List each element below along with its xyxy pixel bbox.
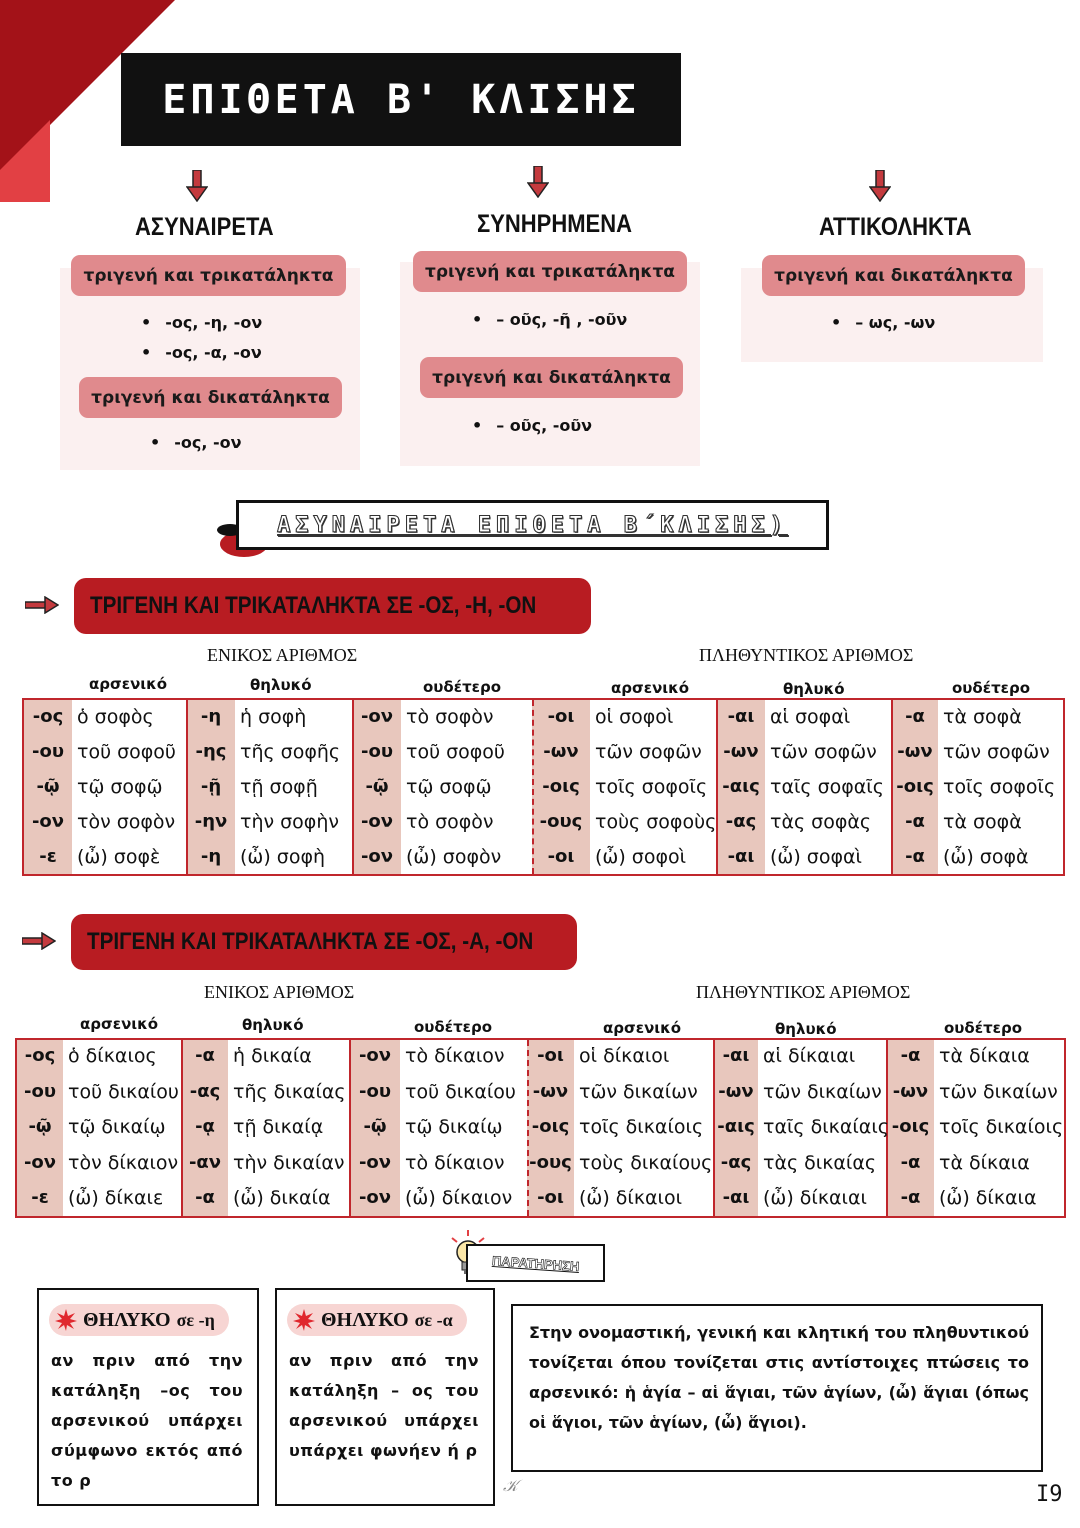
note-title-pill	[49, 1304, 229, 1336]
table-banner	[71, 914, 577, 970]
ending-cell: -α	[900, 1151, 921, 1173]
gender-label: αρσενικό	[80, 1015, 159, 1033]
ending-cell: -ων	[718, 1080, 754, 1102]
group-label: τριγενή και δικατάληκτα	[420, 357, 683, 398]
form-cell: τὰς σοφὰς	[770, 811, 872, 833]
ending-cell: -αι	[727, 846, 755, 867]
form-cell: τῇ σοφῇ	[240, 776, 318, 798]
form-cell: τῶν δικαίων	[763, 1080, 882, 1103]
ending-cell: -οι	[547, 706, 575, 727]
ending-cell: -α	[905, 706, 925, 727]
form-cell: ἡ δικαία	[233, 1045, 312, 1067]
category-title-synirimena: ΣΥΝΗΡΗΜΕΝΑ	[477, 210, 632, 238]
ending-cell: -η	[200, 846, 222, 867]
form-cell: αἱ δίκαιαι	[763, 1045, 856, 1067]
ending-cell: -αις	[722, 776, 760, 797]
form-cell: τὸ δίκαιον	[405, 1045, 505, 1067]
form-cell: τοὺς δικαίους	[579, 1151, 713, 1174]
form-cell: (ὦ) σοφαὶ	[770, 846, 862, 868]
form-cell: τὸν σοφὸν	[77, 811, 176, 833]
form-cell: (ὦ) σοφὴ	[240, 846, 326, 868]
note-suffix: σε -η	[176, 1309, 215, 1330]
down-arrow-icon	[527, 166, 549, 198]
ending-cell: -α	[195, 1045, 215, 1066]
gender-label: ουδέτερο	[944, 1019, 1023, 1037]
ending-cell: -ην	[194, 811, 228, 832]
form-cell: οἱ δίκαιοι	[579, 1045, 670, 1067]
ending-cell: -ον	[358, 1187, 392, 1208]
form-cell: τοῦ δικαίου	[405, 1080, 516, 1103]
form-cell: τὰ δίκαια	[939, 1045, 1030, 1067]
form-cell: τοῦ δικαίου	[68, 1080, 179, 1103]
form-cell: ὁ δίκαιος	[68, 1045, 157, 1067]
ending-cell: -ων	[897, 741, 933, 762]
form-cell: τὴν δικαίαν	[233, 1151, 345, 1174]
form-cell: τοῦ σοφοῦ	[406, 741, 505, 763]
form-cell: (ὦ) δικαία	[233, 1187, 331, 1209]
ending-cell: -η	[200, 706, 222, 727]
note-title: ΘΗΛΥΚΟ	[83, 1308, 171, 1331]
ending-cell: -α	[900, 1045, 921, 1066]
form-cell: τῷ σοφῷ	[406, 776, 492, 798]
table-banner-text: ΤΡΙΓΕΝΗ ΚΑΙ ΤΡΙΚΑΤΑΛΗΚΤΑ ΣΕ -ΟΣ, -Η, -ΟΝ	[90, 592, 537, 619]
gender-label: θηλυκό	[242, 1016, 304, 1034]
note-body: Στην ονομαστική, γενική και κλητική του πληθυντικού τονίζεται όπου τονίζεται στις αντίστοιχες πτώσεις το αρσενικό: ἡ ἁγία – αἱ ἅγιαι, τῶν ἁγίων, (ὦ) ἅγιαι (όπως οἱ ἅγιοι, τῶν ἁγίων, (ὦ) ἅγιοι).	[529, 1323, 1029, 1432]
gender-label: ουδέτερο	[423, 678, 502, 696]
category-title-attikolikta: ΑΤΤΙΚΟΛΗΚΤΑ	[819, 213, 972, 241]
signature-mark: 𝒦	[503, 1476, 518, 1495]
form-cell: ἡ σοφὴ	[240, 706, 307, 728]
ending-cell: -ον	[31, 811, 65, 832]
note-body: αν πριν από την κατάληξη –ος του αρσενικού υπάρχει σύμφωνο εκτός από το ρ	[51, 1351, 243, 1490]
ending-cell: -ον	[360, 811, 394, 832]
form-cell: τὸν δίκαιον	[68, 1151, 179, 1174]
form-cell: τὰς δικαίας	[763, 1151, 877, 1174]
gender-label: ουδέτερο	[414, 1018, 493, 1036]
ending-cell: -ῷ	[36, 776, 60, 797]
category-title-asynaireta: ΑΣΥΝΑΙΡΕΤΑ	[135, 213, 274, 241]
singular-label: ΕΝΙΚΟΣ ΑΡΙΘΜΟΣ	[204, 982, 355, 1002]
table-banner-text: ΤΡΙΓΕΝΗ ΚΑΙ ΤΡΙΚΑΤΑΛΗΚΤΑ ΣΕ -ΟΣ, -Α, -ΟΝ	[87, 928, 534, 955]
ending-cell: -ον	[360, 846, 394, 867]
form-cell: τῷ δικαίῳ	[68, 1116, 166, 1138]
form-cell: τοῖς σοφοῖς	[595, 776, 708, 798]
note-title: ΘΗΛΥΚΟ	[321, 1308, 409, 1331]
ending-cell: -οι	[537, 1045, 564, 1066]
ending-cell: -ων	[723, 741, 759, 762]
form-cell: (ὦ) σοφὰ	[943, 846, 1029, 868]
note-body: αν πριν από την κατάληξη – ος του αρσενικού υπάρχει υπάρχει φωνήεν ή ρ	[289, 1351, 479, 1460]
declension-table	[15, 1038, 1066, 1218]
ending-cell: -ον	[358, 1045, 392, 1066]
form-cell: τῷ δικαίῳ	[405, 1116, 503, 1138]
ending-cell: -ον	[23, 1151, 57, 1173]
ending-cell: -ους	[529, 1151, 572, 1173]
ending-cell: -ῷ	[363, 1116, 387, 1137]
ending-cell: -ου	[359, 1080, 391, 1102]
ending-cell: -ας	[720, 1151, 752, 1173]
gender-label: θηλυκό	[775, 1020, 837, 1038]
form-cell: τῷ σοφῷ	[77, 776, 163, 798]
form-cell: (ὦ) δίκαιον	[405, 1187, 513, 1209]
section-header	[236, 500, 829, 550]
form-cell: τὰ σοφὰ	[943, 706, 1022, 728]
plural-label: ΠΛΗΘΥΝΤΙΚΟΣ ΑΡΙΘΜΟΣ	[699, 645, 914, 665]
ending-cell: -ε	[39, 846, 57, 867]
ending-cell: -οις	[531, 1116, 570, 1137]
singular-label: ΕΝΙΚΟΣ ΑΡΙΘΜΟΣ	[207, 645, 358, 665]
form-cell: τοῖς σοφοῖς	[943, 776, 1056, 798]
gender-label: αρσενικό	[89, 675, 168, 693]
declension-table	[22, 698, 1065, 876]
ending-cell: -οι	[537, 1187, 564, 1208]
ending-cell: -α	[195, 1187, 215, 1208]
form-cell: τὸ σοφὸν	[406, 706, 494, 728]
section-title: ΑΣΥΝΑΙΡΕΤΑ ΕΠΙΘΕΤΑ Β΄ΚΛΙΣΗΣ)	[277, 512, 788, 538]
form-cell: τῇ δικαίᾳ	[233, 1116, 324, 1138]
burst-icon	[55, 1309, 77, 1331]
ending-cell: -α	[900, 1187, 921, 1208]
gender-label: θηλυκό	[250, 676, 312, 694]
ending-item: • -ος, -η, -ον	[141, 313, 262, 332]
form-cell: (ὦ) σοφὸν	[406, 846, 502, 868]
note-box-feminine-eta	[37, 1288, 259, 1506]
form-cell: ταῖς δικαίαις	[763, 1116, 889, 1138]
form-cell: τὰ δίκαια	[939, 1151, 1030, 1174]
form-cell: (ὦ) δίκαια	[939, 1187, 1037, 1209]
table-banner	[74, 578, 591, 634]
form-cell: τοῦ σοφοῦ	[77, 741, 176, 763]
form-cell: τῶν σοφῶν	[595, 741, 702, 763]
form-cell: τὸ δίκαιον	[405, 1151, 505, 1174]
form-cell: τὸ σοφὸν	[406, 811, 494, 833]
ending-item: • – ως, -ων	[831, 313, 935, 332]
form-cell: τοὺς σοφοὺς	[595, 811, 717, 833]
note-title-pill	[287, 1304, 467, 1336]
form-cell: τῆς σοφῆς	[240, 741, 341, 763]
ending-cell: -αι	[722, 1045, 750, 1066]
ending-cell: -ε	[31, 1187, 49, 1208]
form-cell: τοῖς δικαίοις	[579, 1116, 704, 1138]
form-cell: τῶν δικαίων	[939, 1080, 1058, 1103]
ending-cell: -ων	[892, 1080, 929, 1102]
ending-cell: -ου	[32, 741, 64, 762]
gender-label: ουδέτερο	[952, 679, 1031, 697]
form-cell: (ὦ) δίκαιαι	[763, 1187, 867, 1209]
gender-label: αρσενικό	[611, 679, 690, 697]
form-cell: τὴν σοφὴν	[240, 811, 339, 833]
ending-cell: -ων	[543, 741, 579, 762]
form-cell: (ὦ) δίκαιε	[68, 1187, 164, 1209]
ending-cell: -ᾳ	[195, 1116, 215, 1137]
ending-cell: -ας	[189, 1080, 221, 1102]
down-arrow-icon	[869, 170, 891, 202]
note-suffix: σε -α	[414, 1309, 453, 1330]
ending-cell: -ῷ	[28, 1116, 52, 1137]
down-arrow-icon	[186, 170, 208, 202]
ending-cell: -αν	[188, 1151, 222, 1173]
group-label: τριγενή και τρικατάληκτα	[413, 251, 687, 292]
ending-item: • -ος, -α, -ον	[141, 343, 262, 362]
gender-label: θηλυκό	[783, 680, 845, 698]
ending-cell: -ον	[358, 1151, 392, 1173]
burst-icon	[293, 1309, 315, 1331]
ending-cell: -ων	[532, 1080, 569, 1102]
ending-cell: -ας	[725, 811, 757, 832]
ending-cell: -οι	[547, 846, 575, 867]
plural-label: ΠΛΗΘΥΝΤΙΚΟΣ ΑΡΙΘΜΟΣ	[696, 982, 911, 1002]
ending-cell: -ου	[361, 741, 393, 762]
group-label: τριγενή και δικατάληκτα	[79, 377, 342, 418]
ending-cell: -αις	[717, 1116, 755, 1137]
form-cell: (ὦ) δίκαιοι	[579, 1187, 683, 1209]
ending-cell: -ον	[360, 706, 394, 727]
ending-cell: -ης	[195, 741, 227, 762]
form-cell: ὁ σοφὸς	[77, 706, 154, 728]
form-cell: οἱ σοφοὶ	[595, 706, 674, 728]
ending-cell: -οις	[542, 776, 580, 797]
ending-cell: -ος	[32, 706, 64, 727]
ending-item: • – οῦς, -ῆ , -οῦν	[472, 310, 627, 329]
note-box-feminine-alpha	[275, 1288, 495, 1506]
form-cell: τῶν σοφῶν	[943, 741, 1050, 763]
note-box-accent-rule	[511, 1304, 1043, 1472]
ending-cell: -ου	[24, 1080, 56, 1102]
ending-cell: -αι	[727, 706, 755, 727]
page-title: ΕΠΙΘΕΤΑ Β' ΚΛΙΣΗΣ	[121, 53, 681, 146]
note-header	[466, 1244, 605, 1282]
ending-cell: -οις	[896, 776, 934, 797]
form-cell: τῶν σοφῶν	[770, 741, 877, 763]
ending-cell: -οις	[891, 1116, 930, 1137]
ending-item: • – οῦς, -οῦν	[472, 416, 592, 435]
ending-cell: -αι	[722, 1187, 750, 1208]
note-label: ΠΑΡΑΤΗΡΗΣΗ	[491, 1252, 580, 1274]
form-cell: αἱ σοφαὶ	[770, 706, 851, 728]
ending-cell: -ῇ	[200, 776, 222, 797]
form-cell: (ὦ) σοφὲ	[77, 846, 161, 868]
corner-decoration-triangle	[0, 120, 50, 170]
form-cell: τοῖς δικαίοις	[939, 1116, 1064, 1138]
group-label: τριγενή και τρικατάληκτα	[71, 255, 346, 296]
ending-cell: -ῷ	[365, 776, 389, 797]
form-cell: (ὦ) σοφοὶ	[595, 846, 687, 868]
right-arrow-icon	[25, 596, 59, 614]
gender-label: αρσενικό	[603, 1019, 682, 1037]
form-cell: ταῖς σοφαῖς	[770, 776, 884, 798]
right-arrow-icon	[22, 932, 56, 950]
group-label: τριγενή και δικατάληκτα	[762, 255, 1025, 296]
form-cell: τῆς δικαίας	[233, 1080, 346, 1103]
form-cell: τῶν δικαίων	[579, 1080, 698, 1103]
ending-cell: -α	[905, 846, 925, 867]
ending-cell: -ος	[24, 1045, 56, 1066]
form-cell: τὰ σοφὰ	[943, 811, 1022, 833]
page-number: I9	[1036, 1482, 1063, 1507]
ending-item: • -ος, -ον	[150, 433, 242, 452]
ending-cell: -ους	[539, 811, 583, 832]
ending-cell: -α	[905, 811, 925, 832]
